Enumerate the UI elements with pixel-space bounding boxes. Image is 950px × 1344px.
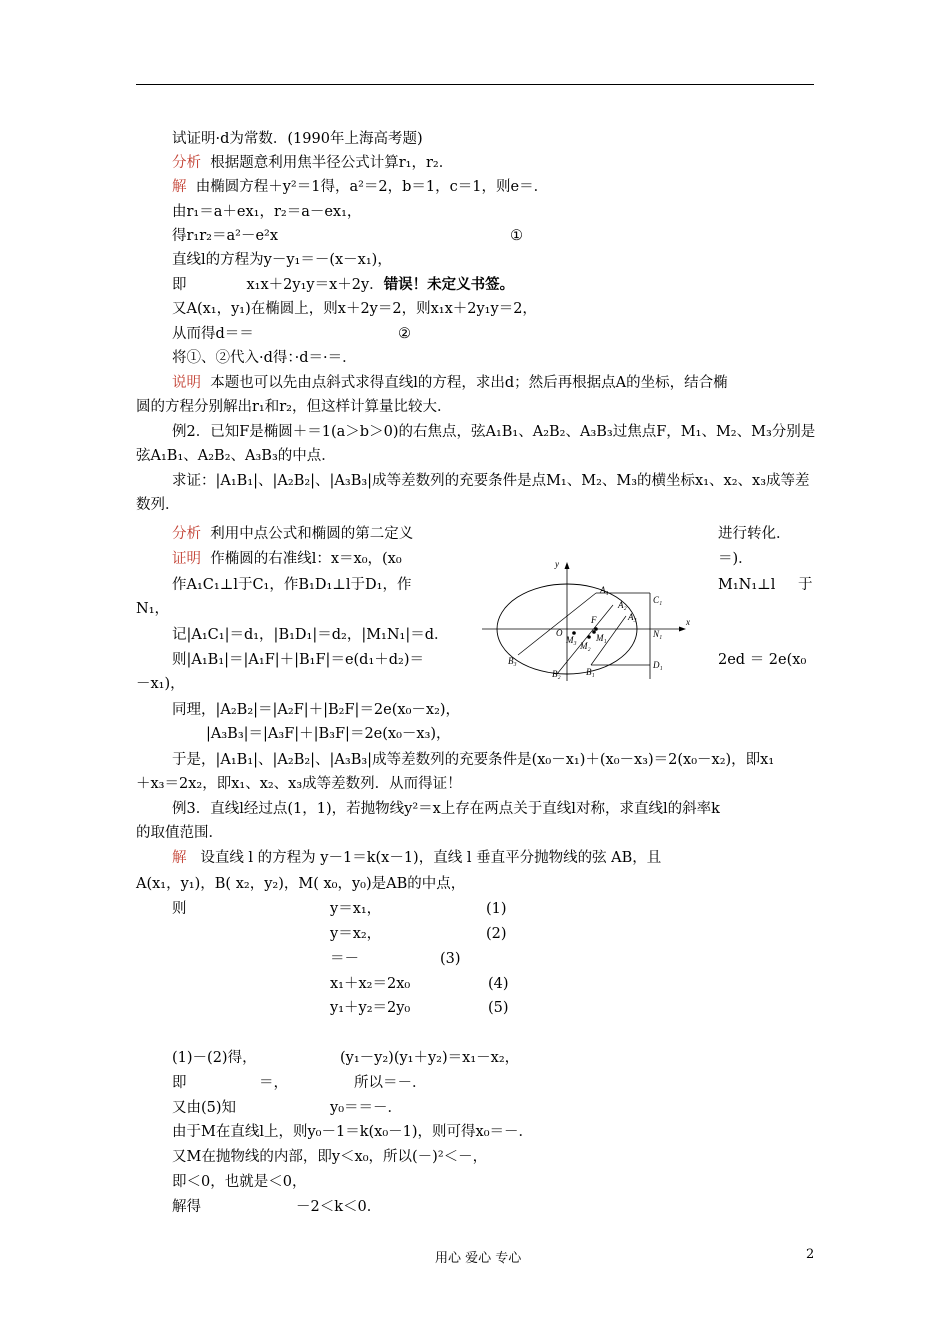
line-25: |A₃B₃|＝|A₃F|＋|B₃F|＝2e(x₀－x₃)， [206, 726, 451, 742]
page-number: 2 [806, 1247, 815, 1262]
line-12: 圆的方程分别解出r₁和r₂，但这样计算量比较大． [136, 399, 452, 415]
line-1: 试证明·d为常数．(1990年上海高考题) [172, 131, 423, 147]
line-16: 数列． [136, 497, 180, 513]
line-9: 从而得d＝＝ [172, 326, 254, 342]
line-38-eq: ＝， [259, 1075, 288, 1091]
line-10: 将①、②代入·d得：·d＝·＝． [172, 350, 357, 366]
line-21: 记|A₁C₁|＝d₁，|B₁D₁|＝d₂，|M₁N₁|＝d． [172, 627, 449, 643]
line-18-tail: ＝)． [718, 551, 753, 567]
label-O: O [556, 628, 563, 638]
label-B3: B₃ [508, 656, 517, 666]
line-22-tail: 2ed ＝ 2e(x₀ [718, 652, 807, 668]
line-43: 解得 [172, 1199, 201, 1215]
eq-2: y＝x₂， [330, 926, 382, 942]
line-6: 直线l的方程为y－y₁＝－(x－x₁)， [172, 252, 392, 268]
eq-3-num: (3) [440, 951, 461, 967]
line-28: 例3．直线l经过点(1，1)，若抛物线y²＝x上存在两点关于直线l对称，求直线l的斜率k [172, 801, 720, 817]
line-11-text: 本题也可以先由点斜式求得直线l的方程，求出d；然后再根据点A的坐标，结合椭 [210, 375, 728, 391]
focus-point [594, 627, 598, 631]
line-29: 的取值范围． [136, 825, 223, 841]
line-43-eq: －2＜k＜0． [296, 1199, 382, 1215]
eq-2-num: (2) [486, 926, 507, 942]
ellipse-figure [478, 553, 694, 685]
label-solution: 解 [172, 179, 187, 195]
line-19-mid: M₁N₁⊥l [718, 577, 776, 593]
eq-3: ＝－ [330, 951, 359, 967]
line-7 [172, 275, 514, 295]
line-20: N₁， [136, 601, 170, 617]
line-11 [172, 373, 728, 393]
line-15: 求证：|A₁B₁|、|A₂B₂|、|A₃B₃|成等差数列的充要条件是点M₁、M₂、M₃的横坐标x₁、x₂、x₃成等差 [172, 473, 810, 489]
eq-4: x₁＋x₂＝2x₀ [330, 976, 411, 992]
label-B2: B₂ [552, 669, 561, 679]
line-41: 又M在抛物线的内部，即y＜x₀，所以(－)²＜－， [172, 1149, 488, 1165]
eq-5-num: (5) [488, 1000, 509, 1016]
line-27: ＋x₃＝2x₂，即x₁、x₂、x₃成等差数列．从而得证！ [136, 776, 462, 792]
line-19-tail: 于 [798, 577, 813, 593]
label-proof: 证明 [172, 551, 201, 567]
eq-1: y＝x₁， [330, 901, 382, 917]
label-A3: A₃ [628, 612, 637, 622]
label-A1: A₁ [600, 585, 609, 595]
x-axis-arrow [679, 627, 686, 632]
line-7-lead: 即 [172, 277, 187, 293]
label-A2: A₂ [618, 600, 627, 610]
label-B1: B₁ [586, 667, 595, 677]
line-7-eq: x₁x＋2y₁y＝x＋2y． [246, 277, 384, 293]
y-axis-arrow [565, 562, 570, 569]
line-13: 例2．已知F是椭圆＋＝1(a＞b＞0)的右焦点，弦A₁B₁、A₂B₂、A₃B₃过焦点F，M₁、M₂、M₃分别是 [172, 424, 816, 440]
label-y: y [555, 559, 559, 569]
line-3 [172, 177, 548, 197]
bookmark-error: 错误！未定义书签。 [383, 276, 515, 293]
header-rule [136, 84, 814, 85]
label-M1: M₁ [596, 633, 607, 643]
line-8: 又A(x₁，y₁)在椭圆上，则x＋2y＝2，则x₁x＋2y₁y＝2， [172, 301, 537, 317]
line-14: 弦A₁B₁、A₂B₂、A₃B₃的中点． [136, 448, 336, 464]
line-38-tail: 所以＝－． [354, 1075, 427, 1091]
line-37-eq: (y₁－y₂)(y₁＋y₂)＝x₁－x₂， [340, 1050, 520, 1066]
line-40: 由于M在直线l上，则y₀－1＝k(x₀－1)，则可得x₀＝－． [172, 1124, 534, 1140]
eq-marker-2: ② [398, 326, 411, 342]
label-note: 说明 [172, 375, 201, 391]
line-4: 由r₁＝a＋ex₁，r₂＝a－ex₁， [172, 204, 362, 220]
line-17-tail: 进行转化． [718, 526, 791, 542]
line-18 [172, 549, 402, 569]
line-39: 又由(5)知 [172, 1100, 237, 1116]
label-C1: C₁ [653, 595, 663, 605]
line-18-text: 作椭圆的右准线l：x＝x₀，(x₀ [210, 551, 402, 567]
line-17-text: 利用中点公式和椭圆的第二定义 [210, 526, 414, 542]
label-x: x [686, 617, 690, 627]
line-3-text: 由椭圆方程＋y²＝1得，a²＝2，b＝1，c＝1，则e＝． [195, 179, 549, 195]
line-30 [172, 848, 661, 868]
footer-center: 用心 爱心 专心 [435, 1251, 522, 1266]
line-42: 即＜0，也就是＜0， [172, 1174, 307, 1190]
label-D1: D₁ [653, 660, 663, 670]
label-M2: M₂ [580, 641, 591, 651]
line-2-text: 根据题意利用焦半径公式计算r₁，r₂． [210, 155, 454, 171]
label-M3: M₃ [566, 635, 577, 645]
line-31: A(x₁，y₁)，B( x₂，y₂)，M( x₀，y₀)是AB的中点， [136, 876, 466, 892]
eq-5: y₁＋y₂＝2y₀ [330, 1000, 411, 1016]
line-5: 得r₁r₂＝a²－e²x [172, 228, 279, 244]
midpoint-m2 [587, 635, 591, 639]
line-24: 同理，|A₂B₂|＝|A₂F|＋|B₂F|＝2e(x₀－x₂)， [172, 702, 461, 718]
line-17 [172, 524, 413, 544]
label-analysis-2: 分析 [172, 526, 201, 542]
eq-1-num: (1) [486, 901, 507, 917]
label-analysis: 分析 [172, 155, 201, 171]
label-solution-2: 解 [172, 850, 187, 866]
label-F: F [591, 615, 597, 625]
eq-marker-1: ① [510, 228, 523, 244]
line-19: 作A₁C₁⊥l于C₁，作B₁D₁⊥l于D₁，作 [172, 577, 412, 593]
line-39-eq: y₀＝＝－． [330, 1100, 403, 1116]
line-30-text: 设直线 l 的方程为 y－1＝k(x－1)，直线 l 垂直平分抛物线的弦 AB，且 [200, 850, 662, 866]
line-38: 即 [172, 1075, 187, 1091]
line-26: 于是，|A₁B₁|、|A₂B₂|、|A₃B₃|成等差数列的充要条件是(x₀－x₁)＋(x₀－x₃)＝2(x₀－x₂)，即x₁ [172, 752, 775, 768]
line-2 [172, 153, 453, 173]
line-23: －x₁)， [136, 676, 185, 692]
label-N1: N₁ [653, 629, 663, 639]
line-32-lead: 则 [172, 901, 187, 917]
line-37: (1)－(2)得， [172, 1050, 257, 1066]
line-22: 则|A₁B₁|＝|A₁F|＋|B₁F|＝e(d₁＋d₂)＝ [172, 652, 425, 668]
eq-4-num: (4) [488, 976, 509, 992]
